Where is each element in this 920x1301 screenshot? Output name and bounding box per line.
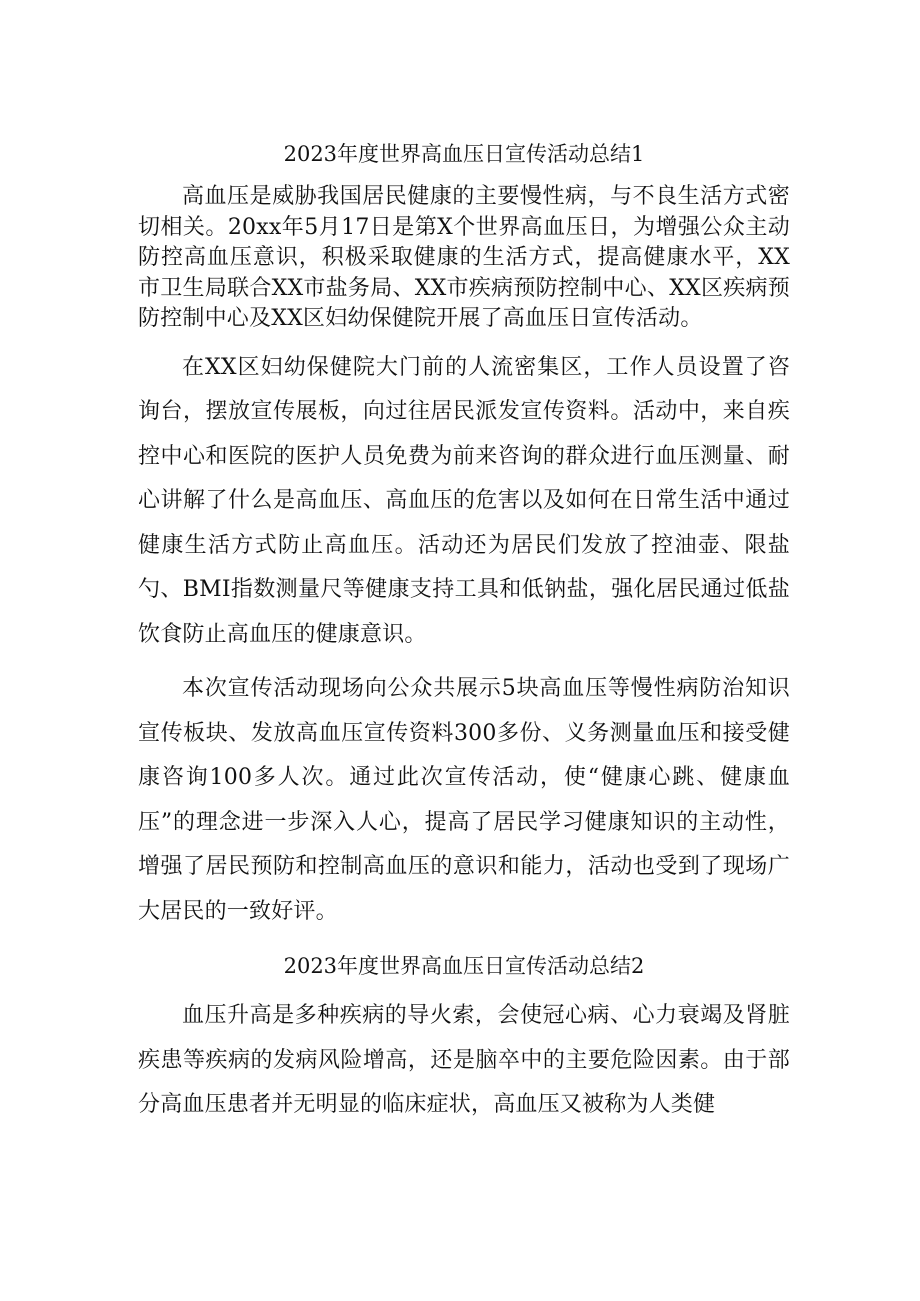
document-page	[138, 128, 790, 1138]
section-1-paragraph-2: 在XX区妇幼保健院大门前的人流密集区，工作人员设置了咨询台，摆放宣传展板，向过往居民派发宣传资料。活动中，来自疾控中心和医院的医护人员免费为前来咨询的群众进行血压测量、耐心讲解了什么是高血压、高血压的危害以及如何在日常生活中通过健康生活方式防止高血压。活动还为居民们发放了控油壶、限盐勺、BMI指数测量尺等健康支持工具和低钠盐，强化居民通过低盐饮食防止高血压的健康意识。	[138, 354, 790, 647]
section-2-paragraph-1: 血压升高是多种疾病的导火索，会使冠心病、心力衰竭及肾脏疾患等疾病的发病风险增高，还是脑卒中的主要危险因素。由于部分高血压患者并无明显的临床症状，高血压又被称为人类健	[138, 1003, 790, 1117]
section-title-2: 2023年度世界高血压日宣传活动总结2	[283, 954, 645, 978]
section-1-paragraph-1: 高血压是威胁我国居民健康的主要慢性病，与不良生活方式密切相关。20xx年5月17日是第X个世界高血压日，为增强公众主动防控高血压意识，积极采取健康的生活方式，提高健康水平，XX市卫生局联合XX市盐务局、XX市疾病预防控制中心、XX区疾病预防控制中心及XX区妇幼保健院开展了高血压日宣传活动。	[138, 184, 790, 331]
section-1-paragraph-3: 本次宣传活动现场向公众共展示5块高血压等慢性病防治知识宣传板块、发放高血压宣传资料300多份、义务测量血压和接受健康咨询100多人次。通过此次宣传活动，使“健康心跳、健康血压”的理念进一步深入人心，提高了居民学习健康知识的主动性，增强了居民预防和控制高血压的意识和能力，活动也受到了现场广大居民的一致好评。	[138, 676, 790, 924]
section-title-1: 2023年度世界高血压日宣传活动总结1	[283, 142, 645, 166]
